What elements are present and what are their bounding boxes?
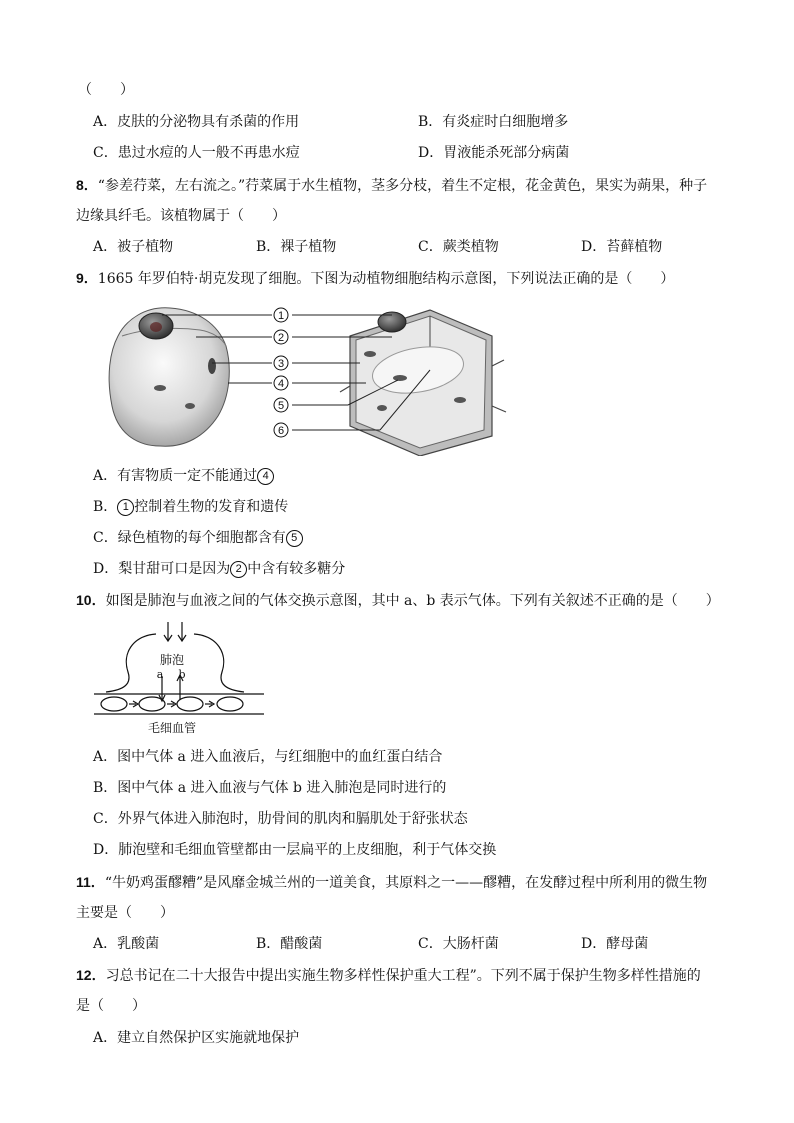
q9-option-c-text: C．绿色植物的每个细胞都含有 xyxy=(93,530,286,546)
cell-structure-figure xyxy=(100,296,510,456)
q9-option-d-text: D．梨甘甜可口是因为 xyxy=(93,561,231,577)
q7-option-b: B．有炎症时白细胞增多 xyxy=(418,114,569,130)
q11-stem-line1 xyxy=(76,872,707,893)
q10-stem xyxy=(76,590,720,611)
q8-text-1: “参差荇菜，左右流之。”荇菜属于水生植物，茎多分枝，着生不定根，花金黄色，果实为蒴果，种子 xyxy=(97,178,708,194)
capillary-label: 毛细血管 xyxy=(147,721,197,735)
q12-stem-line1 xyxy=(76,965,701,986)
q10-text: 如图是肺泡与血液之间的气体交换示意图，其中 a、b 表示气体。下列有关叙述不正确的是（ ） xyxy=(105,593,720,609)
q8-option-c: C．蕨类植物 xyxy=(418,239,499,255)
label-1: 1 xyxy=(277,310,285,322)
q11-stem-line2: 主要是（ ） xyxy=(76,905,174,921)
q9-number: 9． xyxy=(76,270,98,286)
q9-option-d xyxy=(93,559,345,579)
q11-text-1: “牛奶鸡蛋醪糟”是风靡金城兰州的一道美食，其原料之一——醪糟，在发酵过程中所利用的微生物 xyxy=(104,875,708,891)
label-6: 6 xyxy=(277,425,285,437)
q8-number: 8． xyxy=(76,177,98,193)
animal-mitochondrion xyxy=(208,358,216,374)
q9-option-a-text: A．有害物质一定不能通过 xyxy=(93,468,258,484)
q10-number: 10． xyxy=(76,592,106,608)
q11-option-b: B．醋酸菌 xyxy=(256,936,323,952)
q7-option-c: C．患过水痘的人一般不再患水痘 xyxy=(93,145,300,161)
q12-stem-line2: 是（ ） xyxy=(76,998,146,1014)
q9-stem xyxy=(76,268,674,289)
q10-option-d: D．肺泡壁和毛细血管壁都由一层扁平的上皮细胞，利于气体交换 xyxy=(93,842,497,858)
q9-option-a xyxy=(93,466,274,486)
q7-option-d: D．胃液能杀死部分病菌 xyxy=(418,145,570,161)
q10-option-b: B．图中气体 a 进入血液与气体 b 进入肺泡是同时进行的 xyxy=(93,780,447,796)
q8-option-d: D．苔藓植物 xyxy=(581,239,663,255)
label-4: 4 xyxy=(277,378,285,390)
q9-text: 1665 年罗伯特·胡克发现了细胞。下图为动植物细胞结构示意图，下列说法正确的是（ ） xyxy=(97,271,675,287)
q9-option-c xyxy=(93,528,303,548)
q7-option-a: A．皮肤的分泌物具有杀菌的作用 xyxy=(93,114,300,130)
q10-option-a: A．图中气体 a 进入血液后，与红细胞中的血红蛋白结合 xyxy=(93,749,443,765)
q8-stem-line2: 边缘具纤毛。该植物属于（ ） xyxy=(76,208,286,224)
q12-number: 12． xyxy=(76,967,106,983)
q9-option-b xyxy=(93,497,288,517)
gas-exchange-figure xyxy=(94,620,264,738)
label-2: 2 xyxy=(277,332,285,344)
q9-option-b-letter: B． xyxy=(93,499,118,515)
q9-option-c-marker: 5 xyxy=(286,530,303,547)
q8-option-b: B．裸子植物 xyxy=(256,239,337,255)
q12-text-1: 习总书记在二十大报告中提出实施生物多样性保护重大工程”。下列不属于保护生物多样性措施的 xyxy=(105,968,701,984)
gas-a-label: a xyxy=(156,668,164,681)
q9-option-b-text: 控制着生物的发育和遗传 xyxy=(134,499,289,515)
alveolus-label: 肺泡 xyxy=(159,653,185,667)
plant-chloroplast xyxy=(393,375,407,381)
q9-option-d-tail: 中含有较多糖分 xyxy=(247,561,346,577)
q9-option-d-marker: 2 xyxy=(230,561,247,578)
animal-cell xyxy=(109,308,229,446)
q8-stem-line1 xyxy=(76,175,707,196)
alveolus-wall-right xyxy=(194,634,244,692)
q9-option-a-marker: 4 xyxy=(257,468,274,485)
q11-option-d: D．酵母菌 xyxy=(581,936,649,952)
q11-option-c: C．大肠杆菌 xyxy=(418,936,499,952)
label-3: 3 xyxy=(277,358,285,370)
q8-option-a: A．被子植物 xyxy=(93,239,174,255)
q12-option-a: A．建立自然保护区实施就地保护 xyxy=(93,1030,300,1046)
gas-b-label: b xyxy=(178,668,186,681)
q7-paren: （ ） xyxy=(78,82,134,98)
q11-option-a: A．乳酸菌 xyxy=(93,936,160,952)
q9-option-b-marker: 1 xyxy=(117,499,134,516)
q10-option-c: C．外界气体进入肺泡时，肋骨间的肌肉和膈肌处于舒张状态 xyxy=(93,811,468,827)
label-5: 5 xyxy=(277,400,285,412)
alveolus-wall-left xyxy=(106,634,156,692)
q11-number: 11． xyxy=(76,874,105,890)
